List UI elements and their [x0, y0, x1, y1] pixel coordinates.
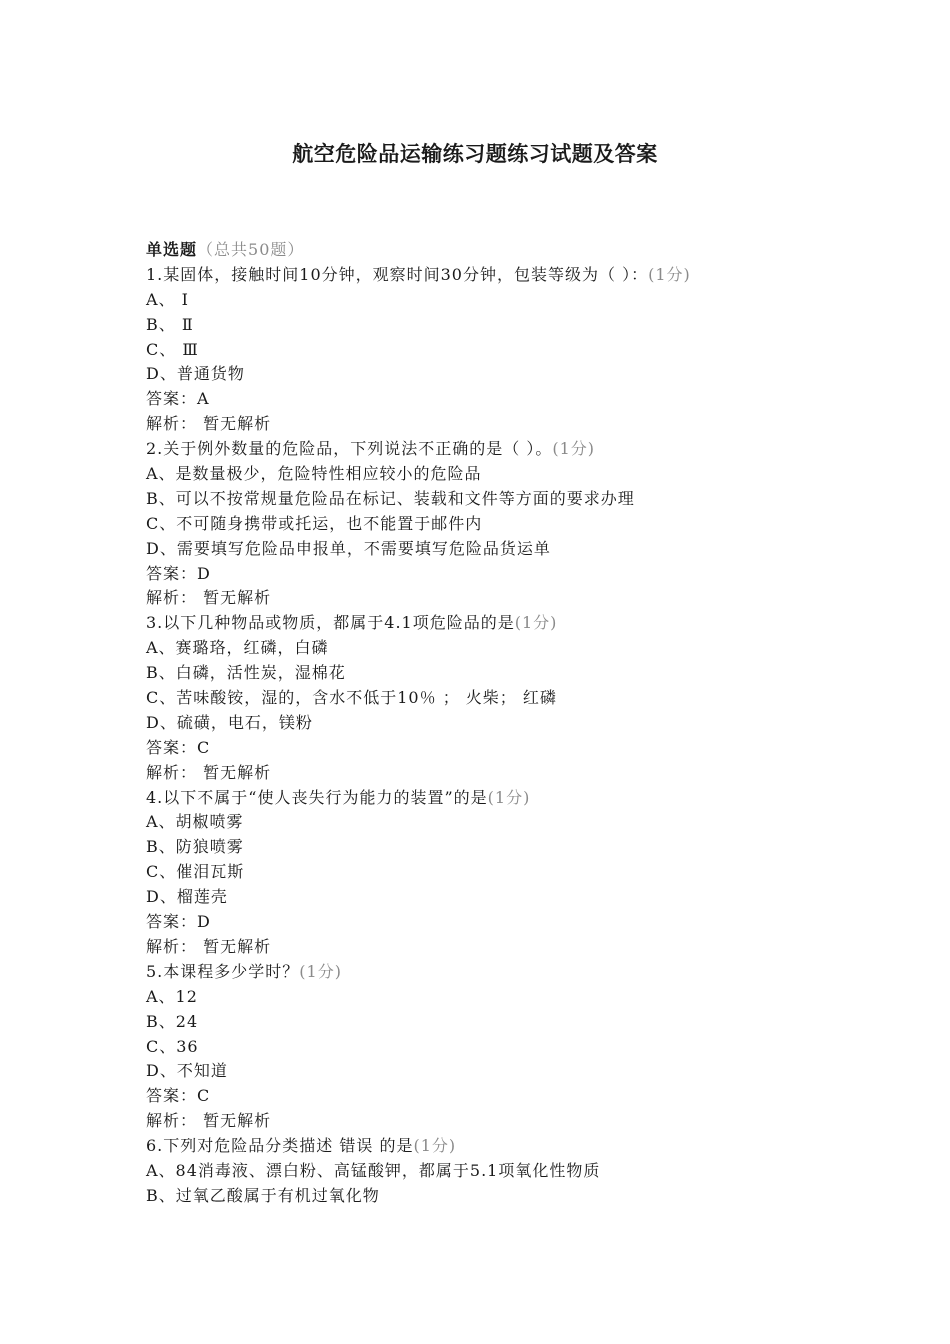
explanation-line: 解析： 暂无解析	[146, 414, 272, 434]
option-b: B、可以不按常规量危险品在标记、装载和文件等方面的要求办理	[146, 488, 635, 508]
answer-value: C	[197, 737, 211, 757]
section-count: （总共50题）	[197, 240, 305, 259]
question-stem: 5.本课程多少学时？(1分)	[146, 961, 342, 981]
explanation-value: 暂无解析	[197, 1111, 272, 1131]
option-d: D、榴莲壳	[146, 887, 228, 907]
question-stem: 1.某固体，接触时间10分钟，观察时间30分钟，包装等级为（ ）：(1分)	[146, 264, 691, 284]
question-points: (1分)	[514, 613, 558, 633]
option-a: A、 Ⅰ	[146, 289, 189, 309]
option-c: C、36	[146, 1036, 199, 1056]
option-d: D、不知道	[146, 1061, 228, 1081]
question-stem: 4.以下不属于“使人丧失行为能力的装置”的是(1分)	[146, 787, 531, 807]
question-stem: 6.下列对危险品分类描述 错误 的是(1分)	[146, 1136, 457, 1156]
option-b: B、白磷，活性炭，湿棉花	[146, 663, 346, 683]
question-6	[146, 1134, 846, 1209]
question-stem: 2.关于例外数量的危险品，下列说法不正确的是（ ）。(1分)	[146, 439, 596, 459]
section-header	[146, 238, 846, 263]
question-points: (1分)	[552, 439, 596, 459]
option-c: C、 Ⅲ	[146, 339, 199, 359]
explanation-line: 解析： 暂无解析	[146, 936, 272, 956]
answer-line: 答案：C	[146, 737, 211, 757]
explanation-line: 解析： 暂无解析	[146, 762, 272, 782]
answer-line: 答案：D	[146, 912, 211, 932]
question-2	[146, 437, 846, 611]
question-points: (1分)	[299, 961, 342, 981]
document-title: 航空危险品运输练习题练习试题及答案	[292, 141, 658, 166]
option-c: C、苦味酸铵，湿的，含水不低于10％ ； 火柴； 红磷	[146, 688, 557, 708]
answer-value: A	[197, 389, 210, 409]
answer-value: D	[197, 563, 211, 583]
question-3	[146, 611, 846, 785]
explanation-value: 暂无解析	[197, 414, 272, 434]
option-a: A、84消毒液、漂白粉、高锰酸钾，都属于5.1项氧化性物质	[146, 1160, 601, 1180]
option-c: C、不可随身携带或托运，也不能置于邮件内	[146, 513, 483, 533]
option-c: C、催泪瓦斯	[146, 862, 245, 882]
answer-line: 答案：A	[146, 389, 210, 409]
option-d: D、普通货物	[146, 364, 245, 384]
option-b: B、 Ⅱ	[146, 314, 194, 334]
option-a: A、是数量极少，危险特性相应较小的危险品	[146, 464, 482, 484]
question-points: (1分)	[413, 1136, 457, 1156]
question-stem: 3.以下几种物品或物质，都属于4.1项危险品的是(1分)	[146, 613, 558, 633]
option-d: D、需要填写危险品申报单，不需要填写危险品货运单	[146, 538, 551, 558]
question-5	[146, 960, 846, 1134]
option-a: A、胡椒喷雾	[146, 812, 244, 832]
explanation-line: 解析： 暂无解析	[146, 1111, 272, 1131]
option-a: A、12	[146, 986, 198, 1006]
question-list	[146, 238, 846, 1209]
option-b: B、24	[146, 1011, 199, 1031]
option-d: D、硫磺，电石，镁粉	[146, 712, 313, 732]
question-1	[146, 263, 846, 437]
question-4	[146, 786, 846, 960]
answer-line: 答案：C	[146, 1086, 211, 1106]
answer-value: C	[197, 1086, 211, 1106]
section-label: 单选题	[146, 240, 198, 259]
answer-line: 答案：D	[146, 563, 211, 583]
option-b: B、过氧乙酸属于有机过氧化物	[146, 1185, 380, 1205]
explanation-value: 暂无解析	[197, 936, 272, 956]
answer-value: D	[197, 912, 211, 932]
explanation-value: 暂无解析	[197, 588, 272, 608]
option-a: A、赛璐珞，红磷，白磷	[146, 638, 329, 658]
question-points: (1分)	[487, 787, 531, 807]
option-b: B、防狼喷雾	[146, 837, 244, 857]
explanation-line: 解析： 暂无解析	[146, 588, 272, 608]
explanation-value: 暂无解析	[197, 762, 272, 782]
question-points: (1分)	[648, 264, 691, 284]
